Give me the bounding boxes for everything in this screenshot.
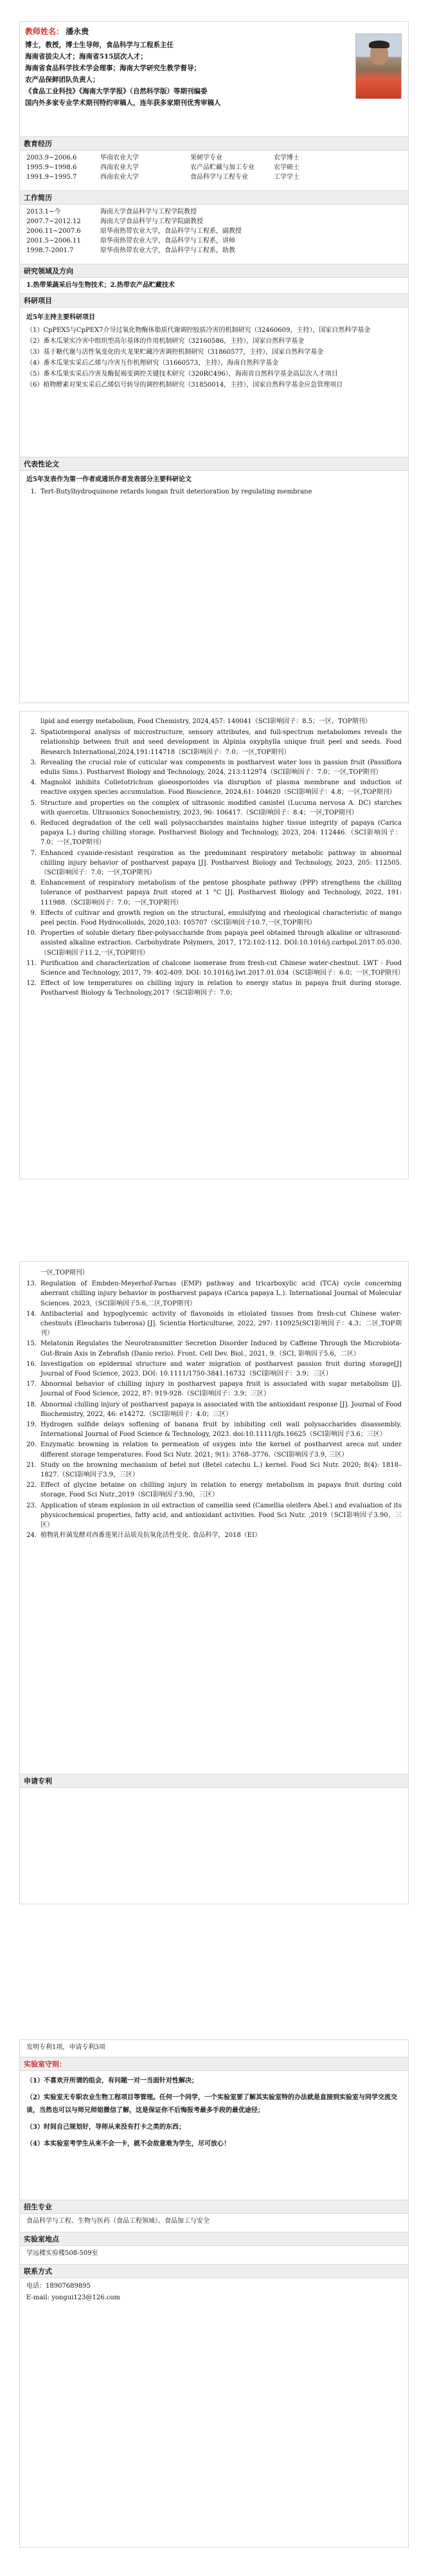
paper-number: 23.	[26, 1502, 37, 1509]
education-cell: 西南农业大学	[100, 164, 139, 171]
projects-heading: 科研项目	[20, 293, 408, 308]
paper-citation: Effect of low temperatures on chilling injury in relation to energy status in papaya fruit during storage. Postharvest Biology & Technology,2017（SCI影响因子：7.0；	[40, 980, 402, 997]
work-position: 海南大学食品科学与工程学院教授	[100, 208, 197, 216]
project-item: （4）番木瓜果实采后乙烯与冷害互作机理研究（31660573，主持），海南自然科学基金	[26, 360, 279, 367]
paper-number: 9.	[30, 909, 37, 917]
papers-subheading: 近5年发表作为第一作者或通讯作者发表部分主要科研论文	[26, 476, 192, 483]
paper-item	[26, 778, 402, 797]
paper-number: 20.	[26, 1441, 37, 1449]
paper-number: 21.	[26, 1461, 37, 1469]
work-heading: 工作简历	[20, 190, 408, 205]
paper-citation: Spatiotemporal analysis of microstructure, sensory attributes, and full-spectrum metabolomes reveals the relationship between fruit and seed development in Alpinia oxyphylla unique fruit peel and seeds. Food Research International,2024,191:114718（SCI影响因子：7.0；一区,TOP期刊）	[40, 729, 402, 756]
education-cell: 农产品贮藏与加工专业	[190, 164, 254, 171]
paper-number: 12.	[26, 980, 37, 988]
education-cell: 工学学士	[274, 174, 299, 181]
profile-intro-line: 国内外多家专业学术期刊特约审稿人，连年获多家期刊优秀审稿人	[25, 99, 221, 107]
work-table	[20, 205, 408, 264]
paper-item	[26, 798, 402, 818]
project-item: （3）基于糖代谢与活性氧变化的火龙果贮藏冷害调控机制研究（31860577，主持），国家自然科学基金	[26, 349, 324, 356]
paper-item	[26, 1420, 402, 1439]
work-row	[26, 226, 402, 236]
paper-number: 3.	[30, 759, 37, 766]
paper-item	[26, 1480, 402, 1500]
paper-item	[26, 979, 402, 998]
projects-subheading: 近5年主持主要科研项目	[26, 314, 95, 321]
paper-citation: Abnormal chilling injury of postharvest papaya is associated with the antioxidant response [J]. Journal of Food Biochemistry, 2022, 46: e14272.（SCI影响因子：4.0；三区）	[40, 1401, 402, 1418]
papers-items-2	[26, 728, 402, 998]
work-period: 2001.5~2006.11	[26, 237, 81, 244]
work-period: 2013.1~今	[26, 208, 61, 216]
education-cell: 1995.9~1998.6	[26, 164, 77, 171]
lab-rule: （3）时间自己规划好，导师从来没有打卡之类的东西；	[26, 2124, 185, 2131]
paper-citation: Enhancement of respiratory metabolism of the pentose phosphate pathway (PPP) strengthens the chilling tolerance of postharvest papaya fruit stored at 1 °C [J]. Postharvest Biology and Technology, 2022, 191: 111988.（SCI影响因子：7.0；一区,TOP期刊）	[40, 879, 402, 906]
paper-number: 6.	[30, 820, 37, 827]
paper-continuation-2: 一区,TOP期刊）	[40, 1269, 89, 1276]
paper-number: 24.	[26, 1532, 37, 1540]
patents-heading: 申请专利	[20, 1774, 408, 1788]
lab-heading: 实验室守则：	[20, 2057, 408, 2071]
paper-citation: Enhanced cyanide-resistant respiration as the predominant respiratory metabolic pathway in abnormal chilling injury behavior of postharvest papaya [J]. Postharvest Biology and Technology, 2023, 205: 112505.（SCI影响因子：7.0；一区,TOP期刊）	[40, 849, 402, 877]
work-position: 原华南热带农业大学，食品科学与工程系，讲师	[100, 237, 235, 244]
education-cell: 西南农业大学	[100, 174, 139, 181]
profile-intro	[25, 39, 327, 109]
paper-citation: Structure and properties on the complex of ultrasonic modified canistel (Lucuma nervosa A. DC) starches with quercetin. Ultrasonics Sonochemistry, 2023, 96: 106417.（SCI影响因子：8.4；一区,TOP期刊）	[40, 799, 402, 816]
paper-citation: Abnormal behavior of chilling injury in postharvest papaya fruit is associated with sugar metabolism [J]. Journal of Food Science, 2022, 87: 919-928.（SCI影响因子：3.9；三区）	[40, 1381, 402, 1398]
paper-citation: Effects of cultivar and growth region on the structural, emulsifying and rheological characteristic of mango peel pectin. Food Hydrocolloids, 2020,103: 105707（SCI影响因子10.7,一区,TOP期刊）	[40, 909, 402, 927]
paper-number: 4.	[30, 779, 37, 787]
project-item: （6）植物酵素对果实采后乙烯信号转导的调控机制研究（31850014，主持），国家自然科学基金应急管理项目	[26, 382, 343, 389]
contact-info	[20, 2278, 408, 2306]
paper-item	[26, 1531, 402, 1540]
education-row	[26, 172, 402, 182]
page-2	[19, 711, 409, 1179]
project-item: （2）番木瓜果实冷害中组织型高尔基体的作用机制研究（32160586，主持），国家自然科学基金	[26, 338, 305, 345]
paper-citation: Revealing the crucial role of cuticular wax components in postharvest water loss in passion fruit (Passiflora edulis Sims.). Postharvest Biology and Technology, 2024, 213:112974（SCI影响因子：7.0；一区,TOP期刊）	[40, 759, 402, 777]
paper-item	[26, 1309, 402, 1339]
papers-heading: 代表性论文	[20, 457, 408, 471]
paper-item	[26, 758, 402, 777]
work-position: 海南大学食品科学与工程学院副教授	[100, 218, 203, 225]
profile-intro-line: 博士，教授，博士生导师，食品科学与工程系主任	[25, 41, 174, 49]
paper-item	[26, 1501, 402, 1531]
contact-heading: 联系方式	[20, 2264, 408, 2278]
paper-number: 8.	[30, 879, 37, 887]
paper-citation: Magnolol inhibits Colletotrichum gloeosporioides via disruption of plasma membrane and induction of reactive oxygen species accumulation. Food Bioscience, 2024,61: 104620（SCI影响因子：4.8；一区,TOP期刊）	[40, 779, 402, 796]
paper-citation: Investigation on epidermal structure and water migration of postharvest passion fruit during storage[J] Journal of Food Science, 2023, DOI: 10.1111/1750-3841.16732（SCI影响因子：3.9；三区）	[40, 1360, 402, 1378]
paper-number: 22.	[26, 1482, 37, 1489]
research-heading: 研究领域及方向	[20, 264, 408, 278]
research-text: 1.热带果蔬采后与生物技术；2.热带农产品贮藏技术	[26, 282, 175, 289]
paper-item	[26, 1400, 402, 1419]
paper-item	[26, 1440, 402, 1459]
page-3	[19, 1261, 409, 1904]
page-1	[19, 21, 409, 703]
paper-citation: 植物乳杆菌发酵对西番莲果汁品质及抗氧化活性变化. 食品科学，2018（EI）	[40, 1532, 262, 1540]
lab-rule: （2）实验室无专职农业生物工程项目等管理。任何一个同学，一个实验室要了解其实验室特的办法就是直接到实验室与同学交流交谈，当然也可以与师兄师姐微信了解，这是保证你不后悔报考最多手段的最优途径；	[26, 2094, 397, 2114]
paper-item	[26, 1359, 402, 1379]
paper-item	[26, 849, 402, 878]
work-period: 2007.7~2012.12	[26, 218, 81, 225]
work-period: 2006.11~2007.6	[26, 228, 81, 235]
work-position: 原华南热带农业大学，食品科学与工程系，副教授	[100, 228, 242, 235]
paper-item	[26, 728, 402, 757]
profile-intro-line: 海南省食品科学技术学会理事；海南大学研究生教学督导；	[25, 64, 201, 72]
paper-number: 10.	[26, 930, 37, 937]
avatar	[355, 33, 402, 99]
name-label: 教师姓名：	[25, 27, 64, 36]
paper-citation: Purification and characterization of chalcone isomerase from fresh-cut Chinese water-chestnut. LWT - Food Science and Technology, 2017, 79: 402-409. DOI: 10.1016/j.lwt.2017.01.034（SCI影响因子：6.0；一区,TOP期刊）	[40, 959, 404, 977]
lab-rule: （1）不喜欢开所谓的组会，有问题一对一当面针对性解决；	[26, 2077, 198, 2084]
project-item: （1）CpPEX5与CpPEX7介导过氧化物酶体脂质代谢调控胶质冷害的机制研究（32460609，主持），国家自然科学基金	[26, 327, 371, 334]
page-4	[19, 2039, 409, 2548]
work-row	[26, 217, 402, 226]
paper-citation: Enzymatic browning in relation to permeation of oxygen into the kernel of postharvest areca nut under different storage temperatures. Food Sci Nutr. 2021; 9(1): 3768–3776.（SCI影响因子3.9, 三区）	[40, 1441, 402, 1458]
recruit-text: 食品科学与工程、生物与医药（食品工程领域）、食品加工与安全	[26, 2218, 210, 2225]
paper-item	[26, 878, 402, 908]
paper-citation: Antibacterial and hypoglycemic activity of flavonoids in etiolated tissues from fresh-cut Chinese water-chestnuts (Eleocharis tuberosa) [J]. Scientia Horticulturae, 2022, 297: 110925(SCI影响因子：4.3；二区,TOP期刊）	[40, 1310, 402, 1338]
project-item: （5）番木瓜果实采后冷害及酶促褐变调控关键技术研究（320RC496），海南省自然科学基金高层次人才项目	[26, 371, 338, 378]
profile-intro-line: 海南省拔尖人才；海南省515层次人才；	[25, 53, 147, 60]
work-position: 原华南热带农业大学，食品科学与工程系，助教	[100, 247, 235, 254]
paper-item	[26, 1460, 402, 1480]
paper-citation: Melatonin Regulates the Neurotransmitter Secretion Disorder Induced by Caffeine Through the Microbiota-Gut-Brain Axis in Zebrafish (Danio rerio). Front. Cell Dev. Biol., 2021, 9.（SCI, 影响因子5.6，二区）	[40, 1340, 402, 1357]
paper-continuation: lipid and energy metabolism, Food Chemistry, 2024,457: 140041（SCI影响因子：8.5；一区，TOP期刊）	[40, 718, 371, 725]
paper-citation: Regulation of Embden-Meyerhof-Parnas (EMP) pathway and tricarboxylic acid (TCA) cycle concerning aberrant chilling injury behavior in postharvest papaya (Carica papaya L.). International Journal of Molecular Sciences. 2023,（SCI影响因子5.6,二区,TOP期刊）	[40, 1280, 402, 1307]
address-heading: 实验室地点	[20, 2232, 408, 2246]
education-cell: 农学博士	[274, 154, 299, 161]
papers-items-1	[26, 487, 402, 497]
paper-number: 17.	[26, 1381, 37, 1388]
education-heading: 教育经历	[20, 136, 408, 151]
paper-citation: Tert-Butylhydroquinone retards longan fruit deterioration by regulating membrane	[40, 488, 312, 495]
paper-item	[26, 928, 402, 958]
paper-item	[26, 487, 402, 497]
paper-item	[26, 908, 402, 928]
paper-number: 19.	[26, 1421, 37, 1429]
teacher-name: 潘永贵	[66, 27, 89, 36]
paper-number: 13.	[26, 1280, 37, 1288]
paper-number: 18.	[26, 1401, 37, 1408]
profile-section	[20, 22, 408, 136]
paper-citation: Properties of soluble dietary fiber-polysaccharide from papaya peel obtained through alkaline or ultrasound-assisted alkaline extraction. Carbohydrate Polymers, 2017, 172:102-112. DOI:10.1016/j.carbpol.2017.05.030.（SCI影响因子11.2,一区,TOP期刊）	[40, 930, 402, 957]
paper-item	[26, 959, 402, 978]
paper-item	[26, 1379, 402, 1399]
paper-citation: Reduced degradation of the cell wall polysaccharides maintains higher tissue integrity of papaya (Carica papaya L.) during chilling storage. Postharvest Biology and Technology, 2023, 204: 112446.（SCI影响因子：7.0；一区,TOP期刊）	[40, 820, 402, 847]
paper-number: 1.	[30, 488, 37, 495]
education-cell: 2003.9~2006.6	[26, 154, 77, 161]
projects-list	[20, 308, 408, 457]
contact-email: E-mail: yongui123@126.com	[26, 2294, 120, 2301]
education-row	[26, 153, 402, 163]
lab-rule: （4）本实验室考学生从来不会一卡，就不会故意难为学生，尽可放心！	[26, 2140, 230, 2148]
paper-item	[26, 818, 402, 848]
work-period: 1998.7-2001.7	[26, 247, 74, 254]
work-row	[26, 246, 402, 255]
patents-text: 发明专利1项，申请专利3项	[26, 2044, 105, 2051]
paper-number: 2.	[30, 729, 37, 737]
education-row	[26, 163, 402, 172]
lab-rules	[20, 2071, 408, 2200]
education-table	[20, 151, 408, 190]
education-cell: 果树学专业	[190, 154, 222, 161]
recruit-heading: 招生专业	[20, 2200, 408, 2214]
paper-number: 7.	[30, 849, 37, 857]
education-cell: 食品科学与工程专业	[190, 174, 248, 181]
contact-phone: 电话：18907689895	[26, 2283, 91, 2290]
paper-citation: Study on the browning mechanism of betel nut (Betel catechu L.) kernel. Food Sci Nutr. 2020; 8(4): 1818–1827.（SCI影响因子3.9，三区）	[40, 1461, 402, 1479]
profile-intro-line: 农产品保鲜团队负责人；	[25, 76, 100, 84]
profile-intro-line: 《食品工业科技》《海南大学学报》（自然科学版）等期刊编委	[25, 87, 208, 95]
paper-citation: Application of steam explosion in oil extraction of camellia seed (Camellia oleifera Abel.) and evaluation of its physicochemical properties, fatty acid, and antioxidant activities. Food Sci Nutr. ,2019（SCI影响因子3.90，三区）	[40, 1502, 402, 1529]
projects-items	[26, 325, 402, 391]
paper-number: 11.	[26, 959, 37, 967]
paper-number: 14.	[26, 1310, 37, 1318]
work-row	[26, 207, 402, 217]
paper-item	[26, 1339, 402, 1358]
paper-number: 5.	[30, 799, 37, 807]
paper-number: 16.	[26, 1360, 37, 1368]
education-cell: 农学硕士	[274, 164, 299, 171]
paper-citation: Effect of glycine betaine on chilling injury in relation to energy metabolism in papaya fruit during cold storage, Food Sci Nutr.,2019（SCI影响因子3.90，三区）	[40, 1482, 402, 1499]
paper-number: 15.	[26, 1340, 37, 1348]
education-cell: 华南农业大学	[100, 154, 139, 161]
papers-items-3	[26, 1279, 402, 1540]
paper-item	[26, 1279, 402, 1309]
papers-list-1	[20, 471, 408, 500]
paper-citation: Hydrogen sulfide delays softening of banana fruit by inhibiting cell wall polysaccharides disassembly. International Journal of Food Science & Technology, 2023. doi:10.1111/ijfs.16625（SCI影响因子3.6；三区）	[40, 1421, 402, 1439]
education-cell: 1991.9~1995.7	[26, 174, 77, 181]
address-text: 学远楼实验楼508-509室	[26, 2250, 98, 2257]
work-row	[26, 236, 402, 246]
